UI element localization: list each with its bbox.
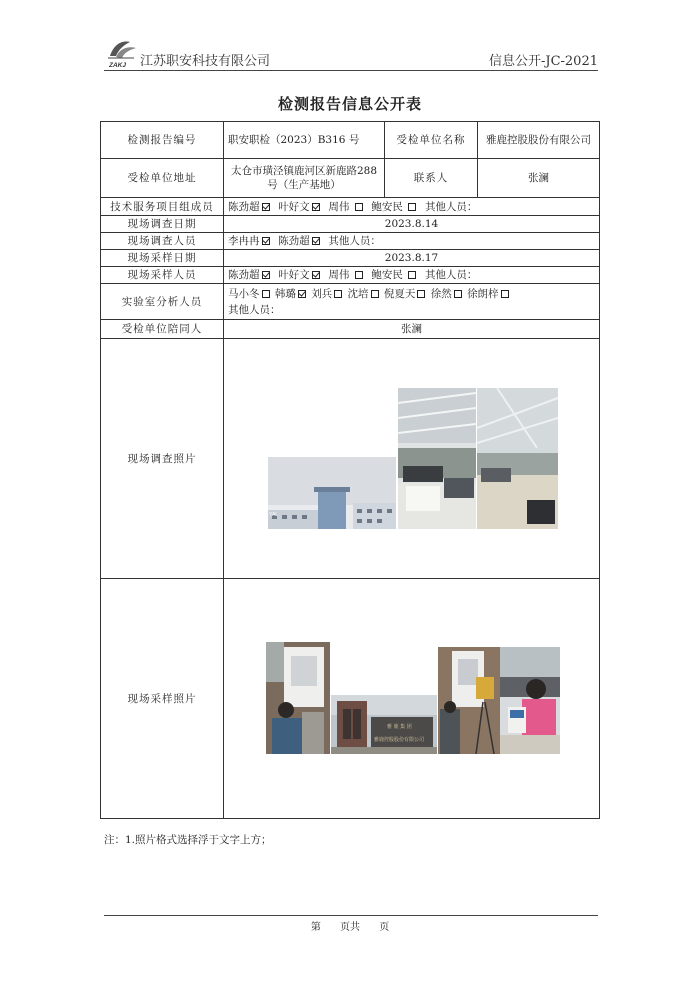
client-label: 受检单位名称 <box>385 122 478 159</box>
samplers-label: 现场采样人员 <box>101 267 224 284</box>
member-name: 周伟 <box>328 200 350 213</box>
checked-checkbox-icon <box>312 203 320 211</box>
sampling-photo <box>500 647 560 754</box>
table-row <box>101 198 600 216</box>
address-value: 太仓市璜泾镇鹿河区新鹿路288号（生产基地） <box>224 159 385 198</box>
contact-label: 联系人 <box>385 159 478 198</box>
checked-checkbox-icon <box>262 271 270 279</box>
client-value: 雅鹿控股股份有限公司 <box>478 122 600 159</box>
sampling-photo <box>266 642 330 754</box>
member-name: 沈培 <box>347 287 369 300</box>
table-row <box>101 216 600 233</box>
survey-date-label: 现场调查日期 <box>101 216 224 233</box>
factory-gate-photo <box>331 695 437 754</box>
unchecked-checkbox-icon <box>371 290 379 298</box>
table-row <box>101 320 600 339</box>
member-name: 倪夏天 <box>383 287 416 300</box>
survey-photos-label: 现场调查照片 <box>101 339 224 579</box>
lab-label: 实验室分析人员 <box>101 284 224 320</box>
table-row <box>101 250 600 267</box>
header-divider <box>104 70 598 71</box>
member-name: 刘兵 <box>311 287 333 300</box>
page-label: 页 <box>379 922 390 933</box>
company-logo <box>104 36 140 70</box>
unchecked-checkbox-icon <box>355 203 363 211</box>
unchecked-checkbox-icon <box>355 271 363 279</box>
member-name: 陈劲超 <box>278 235 310 247</box>
page-number <box>0 918 700 933</box>
samplers <box>224 267 600 284</box>
gate-sign-top: 雅 鹿 集 团 <box>387 724 412 730</box>
unchecked-checkbox-icon <box>408 203 416 211</box>
table-row <box>101 122 600 159</box>
member-name: 周伟 <box>328 269 350 281</box>
member-name: 徐然 <box>430 287 452 300</box>
footnote: 注：1.照片格式选择浮于文字上方； <box>104 834 272 846</box>
member-name: 鲍安民 <box>371 200 403 213</box>
sampling-photos-label: 现场采样照片 <box>101 579 224 819</box>
workshop-photo <box>398 388 476 529</box>
table-row <box>101 159 600 198</box>
table-row <box>101 284 600 320</box>
table-row <box>101 339 600 579</box>
unchecked-checkbox-icon <box>501 290 509 298</box>
table-row <box>101 267 600 284</box>
sampling-date-value: 2023.8.17 <box>224 250 600 267</box>
checked-checkbox-icon <box>262 203 270 211</box>
sampling-photo <box>438 647 500 754</box>
logo-text: ZAKJ <box>109 62 126 69</box>
other-members: 其他人员： <box>424 269 478 281</box>
surveyors <box>224 233 600 250</box>
checked-checkbox-icon <box>312 237 320 245</box>
survey-photos-cell <box>224 339 600 579</box>
company-name: 江苏职安科技有限公司 <box>140 54 271 69</box>
building-sign-text: YAL <box>269 512 279 518</box>
member-name: 叶好文 <box>278 269 310 281</box>
unchecked-checkbox-icon <box>417 290 425 298</box>
unchecked-checkbox-icon <box>408 271 416 279</box>
sampling-date-label: 现场采样日期 <box>101 250 224 267</box>
member-name: 马小冬 <box>228 287 260 300</box>
footer-divider <box>104 915 598 916</box>
other-members: 其他人员： <box>228 303 281 316</box>
unchecked-checkbox-icon <box>262 290 270 298</box>
lab-members <box>224 284 600 320</box>
checked-checkbox-icon <box>298 290 306 298</box>
escort-label: 受检单位陪同人 <box>101 320 224 339</box>
member-name: 叶好文 <box>278 200 310 213</box>
team-label: 技术服务项目组成员 <box>101 198 224 216</box>
checked-checkbox-icon <box>312 271 320 279</box>
report-table <box>100 121 600 819</box>
workshop-photo <box>477 388 558 529</box>
sampling-photos-cell <box>224 579 600 819</box>
page-title: 检测报告信息公开表 <box>277 95 422 113</box>
unchecked-checkbox-icon <box>454 290 462 298</box>
survey-date-value: 2023.8.14 <box>224 216 600 233</box>
member-name: 徐朗梓 <box>467 287 499 300</box>
member-name: 鲍安民 <box>371 269 403 281</box>
page-header <box>104 36 598 70</box>
team-members <box>224 198 600 216</box>
member-name: 李冉冉 <box>228 235 260 247</box>
document-code: 信息公开-JC-2021 <box>488 54 598 69</box>
unchecked-checkbox-icon <box>334 290 342 298</box>
other-members: 其他人员： <box>328 235 381 247</box>
building-photo <box>268 457 396 529</box>
address-label: 受检单位地址 <box>101 159 224 198</box>
report-no-label: 检测报告编号 <box>101 122 224 159</box>
gate-sign-bottom: 雅鹿控股股份有限公司 <box>374 737 425 743</box>
member-name: 陈劲超 <box>228 269 260 281</box>
checked-checkbox-icon <box>262 237 270 245</box>
report-no-value: 职安职检（2023）B316 号 <box>224 122 385 159</box>
member-name: 韩璐 <box>274 287 296 300</box>
table-row <box>101 233 600 250</box>
escort-value: 张澜 <box>224 320 600 339</box>
page-label: 第 <box>310 922 321 933</box>
member-name: 陈劲超 <box>228 200 260 213</box>
page-label: 页共 <box>340 922 360 933</box>
contact-value: 张澜 <box>478 159 600 198</box>
surveyors-label: 现场调查人员 <box>101 233 224 250</box>
table-row <box>101 579 600 819</box>
other-members: 其他人员： <box>424 200 478 213</box>
